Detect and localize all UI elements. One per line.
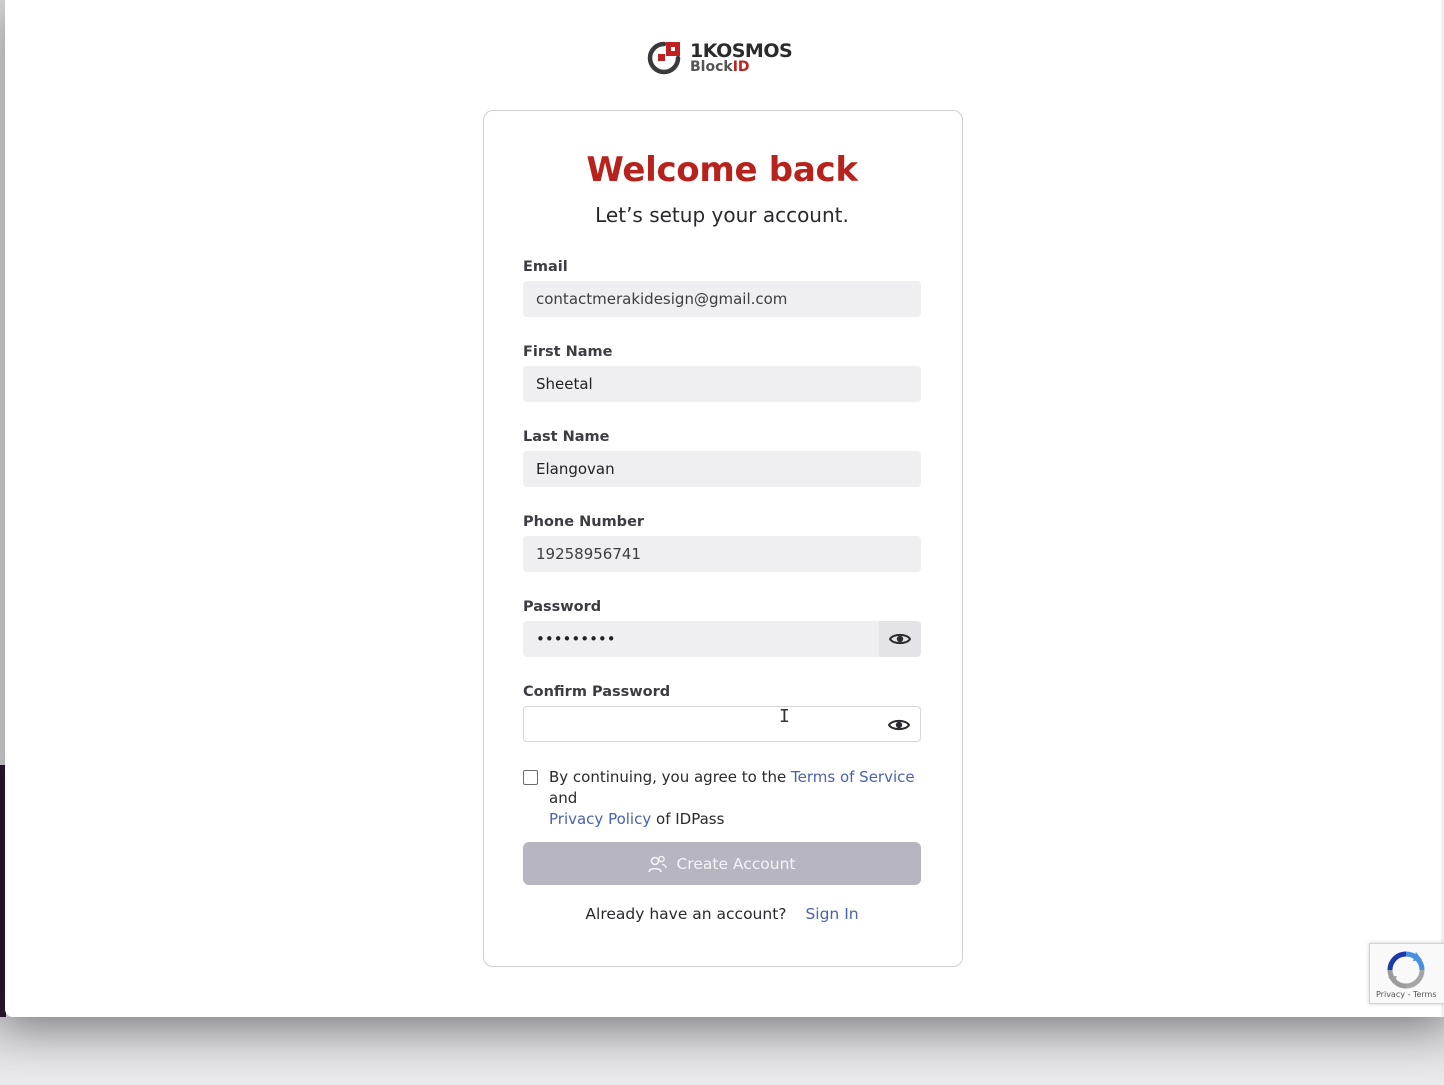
eye-icon: [889, 632, 911, 646]
phone-field[interactable]: [523, 536, 921, 572]
page-title: Welcome back: [586, 150, 858, 190]
signin-prompt: Already have an account?: [585, 905, 787, 923]
sign-in-link[interactable]: Sign In: [805, 905, 859, 923]
agreement-prefix: By continuing, you agree to the: [549, 768, 787, 786]
logo-name: 1KOSMOS: [690, 40, 793, 62]
last-name-label: Last Name: [523, 429, 610, 445]
create-account-button[interactable]: [523, 842, 921, 885]
email-value: contactmerakidesign@gmail.com: [536, 290, 788, 308]
page-subtitle: Let’s setup your account.: [595, 203, 849, 227]
confirm-password-field[interactable]: [523, 706, 921, 742]
create-account-label: Create Account: [676, 854, 796, 873]
terms-of-service-link[interactable]: Terms of Service: [791, 768, 915, 786]
privacy-policy-link[interactable]: Privacy Policy: [549, 810, 652, 828]
recaptcha-separator: -: [1407, 990, 1411, 999]
agreement-and: and: [549, 789, 578, 807]
agreement-suffix: of IDPass: [656, 810, 725, 828]
signin-row: [0, 905, 1444, 923]
logo-mark-icon: [646, 40, 682, 76]
first-name-value: Sheetal: [536, 375, 593, 393]
password-label: Password: [523, 599, 602, 615]
agree-checkbox[interactable]: [523, 770, 538, 785]
text-cursor-icon: I: [779, 706, 790, 727]
agreement-text: [549, 767, 944, 830]
recaptcha-badge[interactable]: [1369, 943, 1444, 1004]
users-icon: [648, 855, 667, 873]
password-visibility-toggle[interactable]: [879, 621, 921, 657]
eye-icon: [888, 718, 910, 732]
desktop-bottom: [0, 1017, 1444, 1085]
last-name-field[interactable]: [523, 451, 921, 487]
email-field[interactable]: [523, 281, 921, 317]
last-name-value: Elangovan: [536, 460, 615, 478]
recaptcha-icon: [1386, 951, 1426, 989]
recaptcha-terms-link[interactable]: Terms: [1412, 990, 1437, 999]
confirm-password-label: Confirm Password: [523, 684, 671, 700]
phone-label: Phone Number: [523, 514, 645, 530]
password-field[interactable]: [523, 621, 921, 657]
password-value: •••••••••: [536, 630, 616, 648]
first-name-label: First Name: [523, 344, 613, 360]
brand-logo: [646, 40, 806, 78]
logo-subtitle: [690, 59, 750, 75]
recaptcha-privacy-link[interactable]: Privacy: [1376, 990, 1405, 999]
confirm-password-visibility-toggle[interactable]: [878, 707, 920, 743]
recaptcha-links: [1376, 990, 1437, 999]
logo-sub-prefix: Block: [690, 59, 733, 75]
phone-value: 19258956741: [536, 545, 641, 563]
email-label: Email: [523, 259, 568, 275]
logo-sub-suffix: ID: [732, 59, 750, 75]
first-name-field[interactable]: [523, 366, 921, 402]
